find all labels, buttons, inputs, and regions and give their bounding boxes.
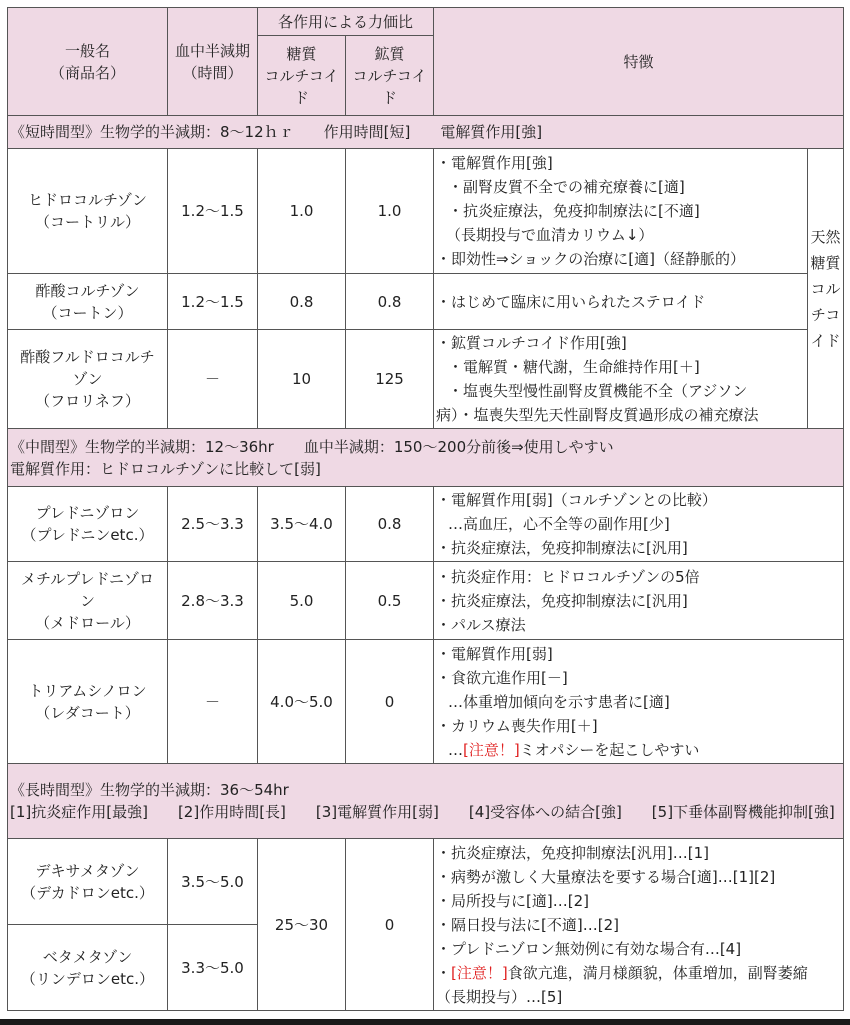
section-short-acting: 《短時間型》生物学的半減期：8～12ｈｒ 作用時間[短] 電解質作用[強]: [8, 116, 844, 149]
gluco-cell: 10: [258, 330, 346, 429]
header-generic-name: 一般名 （商品名）: [8, 8, 168, 116]
features-cell: ・はじめて臨床に用いられたステロイド: [434, 274, 808, 330]
halflife-cell: 3.3～5.0: [168, 925, 258, 1011]
halflife-cell: 2.5～3.3: [168, 487, 258, 562]
gluco-cell: 0.8: [258, 274, 346, 330]
header-features: 特徴: [434, 8, 844, 116]
gluco-cell: 4.0～5.0: [258, 640, 346, 764]
mineral-cell: 0: [346, 640, 434, 764]
drug-name-cell: ヒドロコルチゾン （コートリル）: [8, 149, 168, 274]
table-row-triamcinolone: [8, 640, 844, 764]
warning-line: …[注意！]ミオパシーを起こしやすい: [448, 740, 700, 759]
drug-name-cell: 酢酸コルチゾン （コートン）: [8, 274, 168, 330]
header-blood-halflife: 血中半減期 （時間）: [168, 8, 258, 116]
warning-tag: [注意！]: [451, 963, 508, 982]
mineral-cell: 1.0: [346, 149, 434, 274]
mineral-cell: 0.8: [346, 487, 434, 562]
section-intermediate-acting: 《中間型》生物学的半減期：12～36hr 血中半減期：150～200分前後⇒使用しやすい 電解質作用：ヒドロコルチゾンに比較して[弱]: [8, 429, 844, 487]
drug-name-cell: ベタメタゾン （リンデロンetc.）: [8, 925, 168, 1011]
mineral-cell: 0.8: [346, 274, 434, 330]
header-potency-ratio: 各作用による力価比: [258, 8, 434, 36]
warning-line: ・[注意！]食欲亢進，満月様顔貌，体重増加，副腎萎縮: [436, 963, 808, 982]
drug-name-cell: メチルプレドニゾロ ン （メドロール）: [8, 562, 168, 640]
features-cell: ・鉱質コルチコイド作用[強] ・電解質・糖代謝，生命維持作用[＋] ・塩喪失型慢性副腎皮質機能不全（アジソン 病）・塩喪失型先天性副腎皮質過形成の補充療法: [434, 330, 808, 429]
bottom-edge-bar: [0, 1019, 850, 1025]
table-row-cortisone-acetate: [8, 274, 844, 330]
mineral-cell: 0: [346, 839, 434, 1011]
table-row-prednisolone: [8, 487, 844, 562]
table-row-fludrocortisone: [8, 330, 844, 429]
steroid-comparison-table: [7, 7, 844, 1011]
drug-name-cell: プレドニゾロン （プレドニンetc.）: [8, 487, 168, 562]
gluco-cell: 3.5～4.0: [258, 487, 346, 562]
halflife-cell: 1.2～1.5: [168, 274, 258, 330]
gluco-cell: 25～30: [258, 839, 346, 1011]
drug-name-cell: トリアムシノロン （レダコート）: [8, 640, 168, 764]
drug-name-cell: デキサメタゾン （デカドロンetc.）: [8, 839, 168, 925]
warning-tag: [注意！]: [463, 740, 520, 759]
features-cell: ・電解質作用[弱] ・食欲亢進作用[－] …体重増加傾向を示す患者に[適] ・カリウム喪失作用[＋] …[注意！]ミオパシーを起こしやすい: [434, 640, 844, 764]
header-mineralocorticoid: 鉱質 コルチコイ ド: [346, 36, 434, 116]
features-cell: ・電解質作用[強] ・副腎皮質不全での補充療養に[適] ・抗炎症療法，免疫抑制療法に[不適] （長期投与で血清カリウム↓） ・即効性⇒ショックの治療に[適]（経静脈的）: [434, 149, 808, 274]
features-cell: ・電解質作用[弱]（コルチゾンとの比較） …高血圧，心不全等の副作用[少] ・抗炎症療法，免疫抑制療法に[汎用]: [434, 487, 844, 562]
gluco-cell: 5.0: [258, 562, 346, 640]
halflife-cell: 2.8～3.3: [168, 562, 258, 640]
gluco-cell: 1.0: [258, 149, 346, 274]
table-row-hydrocortisone: [8, 149, 844, 274]
halflife-cell: 3.5～5.0: [168, 839, 258, 925]
section-long-acting: 《長時間型》生物学的半減期：36～54hr [1]抗炎症作用[最強] [2]作用時間[長] [3]電解質作用[弱] [4]受容体への結合[強] [5]下垂体副腎機能抑制[強]: [8, 764, 844, 839]
drug-name-cell: 酢酸フルドロコルチ ゾン （フロリネフ）: [8, 330, 168, 429]
natural-glucocorticoid-label: 天然糖質コルチコイド: [808, 149, 844, 429]
table-row-dexamethasone: [8, 839, 844, 925]
table-row-methylprednisolone: [8, 562, 844, 640]
features-cell: ・抗炎症作用：ヒドロコルチゾンの5倍 ・抗炎症療法，免疫抑制療法に[汎用] ・パルス療法: [434, 562, 844, 640]
halflife-cell: －: [168, 330, 258, 429]
halflife-cell: －: [168, 640, 258, 764]
mineral-cell: 0.5: [346, 562, 434, 640]
halflife-cell: 1.2～1.5: [168, 149, 258, 274]
mineral-cell: 125: [346, 330, 434, 429]
features-cell: ・抗炎症療法，免疫抑制療法[汎用]…[1] ・病勢が激しく大量療法を要する場合[適]…[1][2] ・局所投与に[適]…[2] ・隔日投与法に[不適]…[2] ・プレドニゾロン無効例に有効な場合有…[4] ・[注意！]食欲亢進，満月様顔貌，体重増加，副腎萎縮 （長期投与）…[5]: [434, 839, 844, 1011]
header-glucocorticoid: 糖質 コルチコイ ド: [258, 36, 346, 116]
